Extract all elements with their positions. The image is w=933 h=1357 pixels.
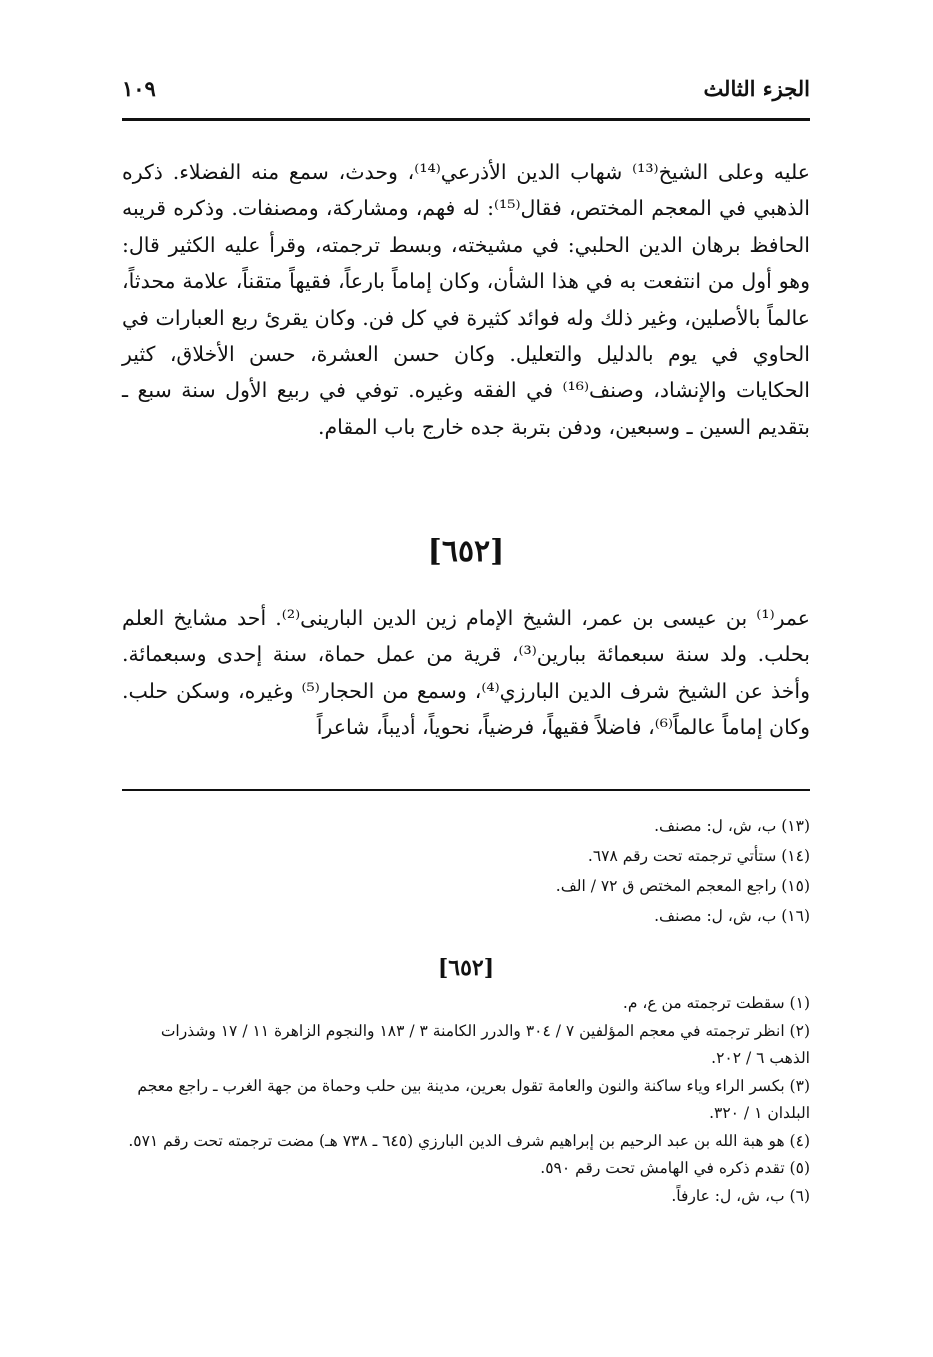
page-number: ١٠٩	[122, 75, 156, 101]
entry-652-footnotes	[118, 990, 810, 1210]
footnote: (١) سقطت ترجمته من ع، م.	[622, 994, 810, 1012]
entry-652-text	[122, 600, 810, 746]
running-title: الجزء الثالث	[703, 75, 810, 101]
footnote: (١٦) ب، ش، ل: مصنف.	[654, 907, 810, 925]
footnotes-entry-heading: [٦٥٢]	[437, 955, 495, 981]
footnotes-rule	[122, 789, 810, 791]
footnote: (٤) هو هبة الله بن عبد الرحيم بن إبراهيم شرف الدين البارزي (٦٤٥ ـ ٧٣٨ هـ) مضت ترجمته تحت رقم ٥٧١.	[128, 1131, 810, 1150]
header-rule	[122, 118, 810, 121]
footnote: (٢) انظر ترجمته في معجم المؤلفين ٧ / ٣٠٤ والدرر الكامنة ٣ / ١٨٣ والنجوم الزاهرة ١١ / ١٧ وشذرات الذهب ٦ / ٢٠٢.	[160, 1021, 810, 1067]
footnote: (١٤) ستأتي ترجمته تحت رقم ٦٧٨.	[587, 847, 810, 865]
entry-652-paragraph: عمر⁽¹⁾ بن عيسى بن عمر، الشيخ الإمام زين الدين البارينى⁽²⁾. أحد مشايخ العلم بحلب. ولد سنة سبعمائة ببارين⁽³⁾، قرية من عمل حماة، سنة إحدى وسبعمائة. وأخذ عن الشيخ شرف الدين البارزي⁽⁴⁾، وسمع من الحجار⁽⁵⁾ وغيره، وسكن حلب. وكان إماماً عالماً⁽⁶⁾، فاضلاً فقيهاً، فرضياً، نحوياً، أديباً، شاعراً	[122, 606, 810, 740]
entry-number-heading: [٦٥٢]	[427, 534, 505, 569]
footnote: (٣) بكسر الراء وياء ساكنة والنون والعامة تقول بعرين، مدينة بين حلب وحماة من جهة الغرب ـ راجع معجم البلدان ١ / ٣٢٠.	[137, 1076, 810, 1122]
previous-entry-footnotes	[118, 811, 810, 931]
footnote: (٥) تقدم ذكره في الهامش تحت رقم ٥٩٠.	[540, 1159, 810, 1177]
footnote: (١٣) ب، ش، ل: مصنف.	[654, 817, 810, 835]
running-header	[122, 68, 810, 108]
footnote: (٦) ب، ش، ل: عارفاً.	[671, 1186, 810, 1205]
previous-entry-text	[122, 154, 810, 445]
previous-entry-paragraph: عليه وعلى الشيخ⁽¹³⁾ شهاب الدين الأذرعي⁽¹⁴⁾، وحدث، سمع منه الفضلاء. ذكره الذهبي في المعجم المختص، فقال⁽¹⁵⁾: له فهم، ومشاركة، ومصنفات. وذكره قريبه الحافظ برهان الدين الحلبي: في مشيخته، وبسط ترجمته، وقرأ عليه الكثير قال: وهو أول من انتفعت به في هذا الشأن، وكان إماماً بارعاً، فقيهاً متقناً، علامة محدثاً، عالماً بالأصلين، وغير ذلك وله فوائد كثيرة في كل فن. وكان يقرئ ربع العبارات في الحاوي في يوم بالدليل والتعليل. وكان حسن العشرة، حسن الأخلاق، كثير الحكايات والإنشاد، وصنف⁽¹⁶⁾ في الفقه وغيره. توفي في ربيع الأول سنة سبع ـ بتقديم السين ـ وسبعين، ودفن بتربة جده خارج باب المقام.	[122, 160, 810, 439]
footnote: (١٥) راجع المعجم المختص ق ٧٢ / الف.	[555, 877, 810, 895]
